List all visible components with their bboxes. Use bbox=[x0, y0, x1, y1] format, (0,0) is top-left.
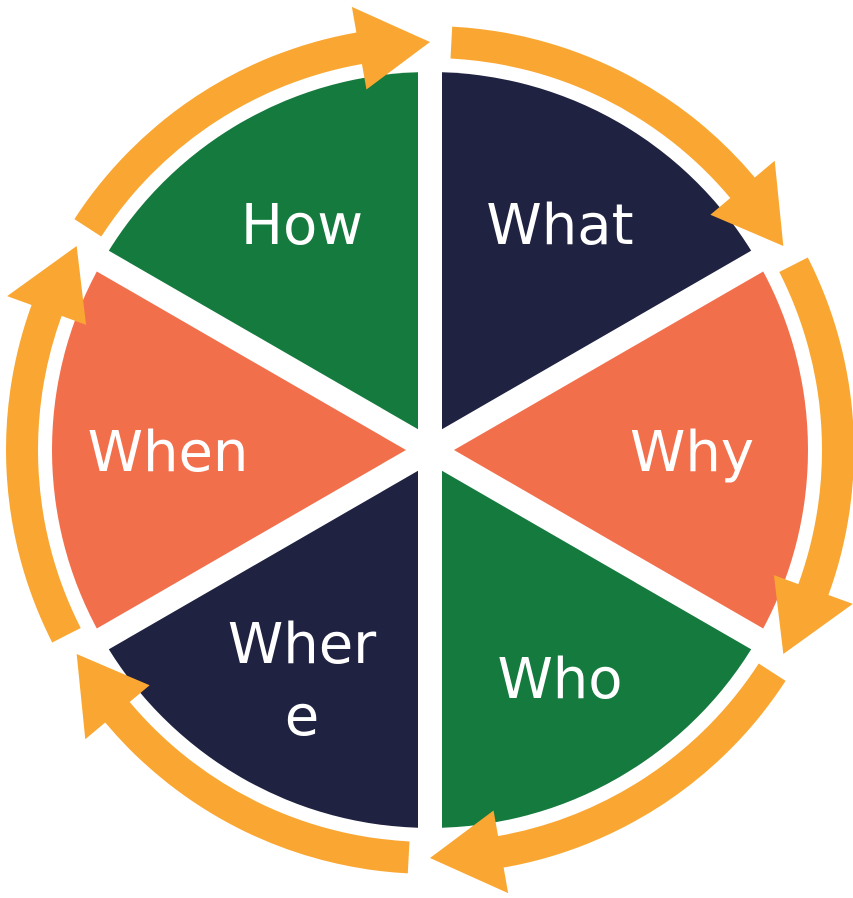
segment-label-where: Wher bbox=[227, 612, 377, 677]
segment-label-what: What bbox=[486, 193, 634, 258]
segment-label-where-line2: e bbox=[284, 684, 320, 749]
segment-label-why: Why bbox=[629, 420, 755, 485]
segment-label-how: How bbox=[240, 193, 364, 258]
segment-label-when: When bbox=[87, 420, 249, 485]
segment-label-who: Who bbox=[497, 647, 623, 712]
